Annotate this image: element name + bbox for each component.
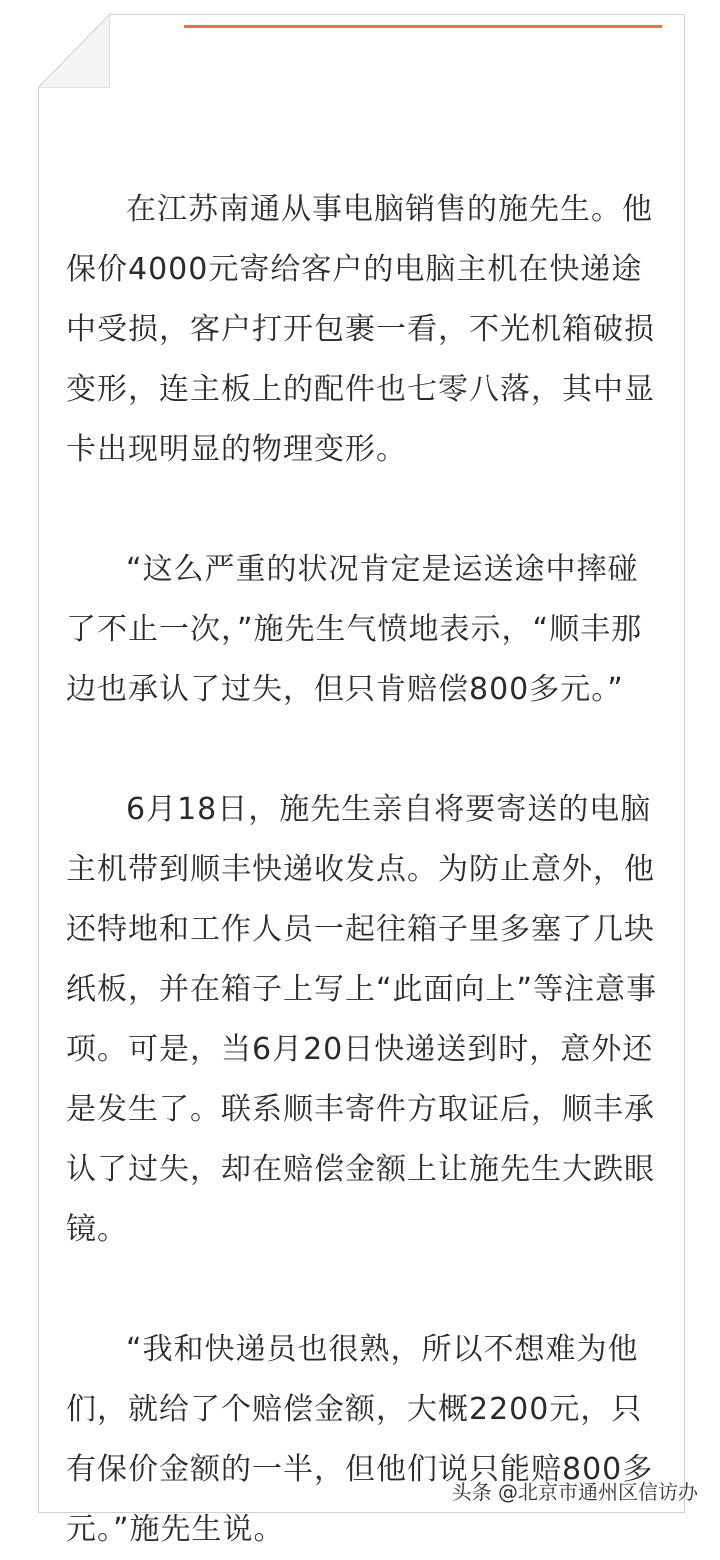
article-paragraph-3: 6月18日，施先生亲自将要寄送的电脑主机带到顺丰快递收发点。为防止意外，他还特地和工作人员一起往箱子里多塞了几块纸板，并在箱子上写上“此面向上”等注意事项。可是，当6月20日快递送到时，意外还是发生了。联系顺丰寄件方取证后，顺丰承认了过失，却在赔偿金额上让施先生大跌眼镜。 [66, 792, 658, 1247]
paragraph-spacer [66, 720, 666, 780]
article-paragraph-2: “这么严重的状况肯定是运送途中摔碰了不止一次，”施先生气愤地表示，“顺丰那边也承认了过失，但只肯赔偿800多元。” [66, 552, 643, 707]
card-left-border [38, 88, 39, 1512]
article-body [66, 180, 666, 1560]
article-paragraph-4: “我和快递员也很熟，所以不想难为他们，就给了个赔偿金额，大概2200元，只有保价金额的一半，但他们说只能赔800多元。”施先生说。 [66, 1332, 654, 1547]
article-paragraph-1: 在江苏南通从事电脑销售的施先生。他保价4000元寄给客户的电脑主机在快递途中受损，客户打开包裹一看，不光机箱破损变形，连主板上的配件也七零八落，其中显卡出现明显的物理变形。 [66, 192, 655, 467]
source-watermark: 头条 @北京市通州区信访办 [451, 1480, 698, 1504]
page-fold-icon [38, 14, 110, 88]
accent-divider [184, 25, 662, 28]
card-top-border [110, 14, 685, 15]
paragraph-spacer [66, 1260, 666, 1320]
paragraph-spacer [66, 480, 666, 540]
